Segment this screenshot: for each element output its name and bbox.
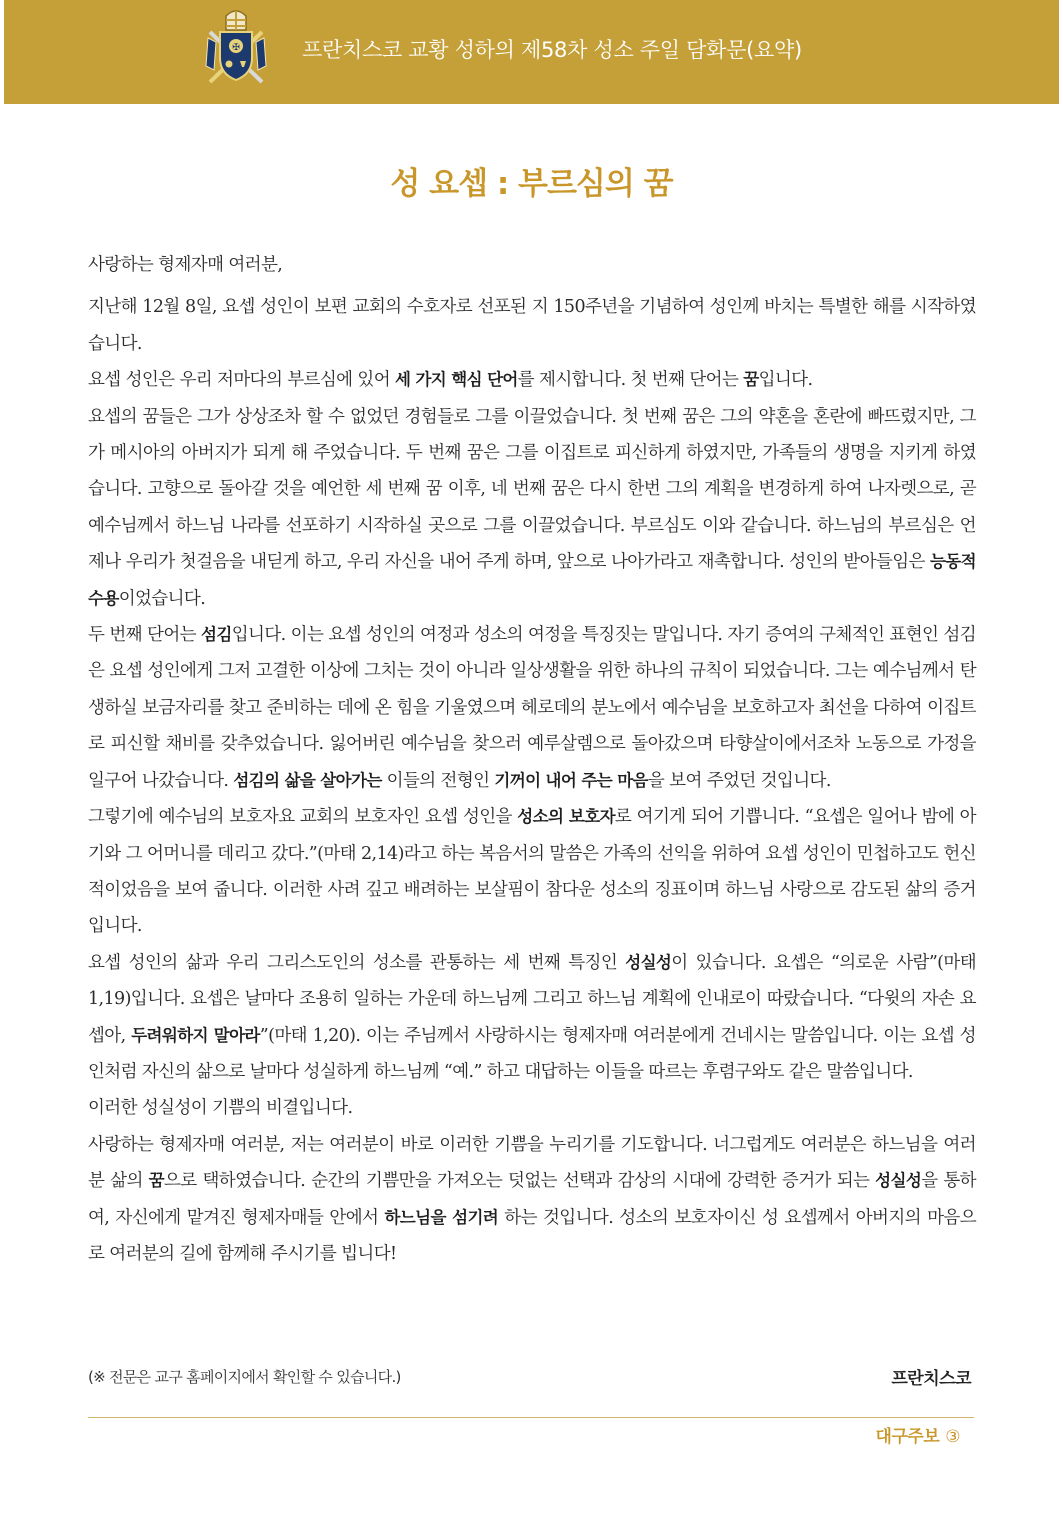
emphasis-text: 성실성 bbox=[875, 1171, 922, 1191]
text-run: 사랑하는 형제자매 여러분, 저는 여러분이 바로 이러한 기쁨을 누리기를 기도합니다. 너그럽게도 여러분은 하느님을 여러분 삶의 bbox=[88, 1134, 976, 1192]
emphasis-text: 꿈 bbox=[148, 1171, 164, 1191]
paragraph bbox=[88, 399, 976, 617]
text-run: 으로 택하였습니다. 순간의 기쁨만을 가져오는 덧없는 선택과 감상의 시대에 강력한 증거가 되는 bbox=[163, 1171, 876, 1192]
text-run: 하는 것입니다. 성소의 보호자이신 성 요셉께서 아버지의 마음으로 여러분의 길에 함께해 주시기를 빕니다! bbox=[88, 1207, 977, 1264]
paragraph bbox=[88, 1090, 976, 1126]
paragraph bbox=[88, 289, 976, 362]
text-run: 두 번째 단어는 bbox=[88, 625, 202, 646]
signature: 프란치스코 bbox=[891, 1369, 971, 1389]
emphasis-text: 꿈 bbox=[743, 370, 759, 390]
text-run: ”(마태 1,20). 이는 주님께서 사랑하시는 형제자매 여러분에게 건네시는 말씀입니다. 이는 요셉 성인처럼 자신의 삶으로 날마다 성실하게 하느님께 “예.” 하고 대답하는 이들을 따르는 후렴구와도 같은 말씀입니다. bbox=[88, 1025, 976, 1082]
paragraph bbox=[88, 799, 976, 945]
page-number: ③ bbox=[945, 1427, 960, 1447]
text-run: 을 보여 주었던 것입니다. bbox=[647, 770, 831, 791]
article-body bbox=[88, 247, 976, 1272]
footer-divider bbox=[88, 1417, 974, 1418]
paragraph bbox=[88, 247, 976, 283]
paragraph bbox=[88, 617, 976, 799]
text-run: 요셉의 꿈들은 그가 상상조차 할 수 없었던 경험들로 그를 이끌었습니다. 첫 번째 꿈은 그의 약혼을 혼란에 빠뜨렸지만, 그가 메시아의 아버지가 되게 해 주었습니다. 두 번째 꿈은 그를 이집트로 피신하게 하였지만, 가족들의 생명을 지키게 하였습니다. 고향으로 돌아갈 것을 예언한 세 번째 꿈 이후, 네 번째 꿈은 다시 한번 그의 계획을 변경하게 하여 나자렛으로, 곧 예수님께서 하느님 나라를 선포하기 시작하실 곳으로 그를 이끌었습니다. 부르심도 이와 같습니다. 하느님의 부르심은 언제나 우리가 첫걸음을 내딛게 하고, 우리 자신을 내어 주게 하며, 앞으로 나아가라고 재촉합니다. 성인의 받아들임은 bbox=[88, 406, 976, 573]
emphasis-text: 성실성 bbox=[625, 952, 672, 972]
text-run: 을 통하여, 자신에게 맡겨진 형제자매들 안에서 bbox=[88, 1171, 976, 1228]
emphasis-text: 기꺼이 내어 주는 마음 bbox=[494, 770, 648, 790]
emphasis-text: 섬김의 삶을 살아가는 bbox=[233, 770, 382, 790]
emphasis-text: 두려워하지 말아라 bbox=[131, 1025, 260, 1045]
emphasis-text: 하느님을 섬기려 bbox=[384, 1207, 499, 1227]
text-run: 이러한 성실성이 기쁨의 비결입니다. bbox=[88, 1098, 353, 1119]
header-title: 프란치스코 교황 성하의 제58차 성소 주일 담화문(요약) bbox=[302, 38, 802, 62]
text-run: 이었습니다. bbox=[118, 588, 206, 609]
text-run: 입니다. 이는 요셉 성인의 여정과 성소의 여정을 특징짓는 말입니다. 자기 증여의 구체적인 표현인 섬김은 요셉 성인에게 그저 고결한 이상에 그치는 것이 아니라 일상생활을 위한 하나의 규칙이 되었습니다. 그는 예수님께서 탄생하실 보금자리를 찾고 준비하는 데에 온 힘을 기울였으며 헤로데의 분노에서 예수님을 보호하고자 최선을 다하여 이집트로 피신할 채비를 갖추었습니다. 잃어버린 예수님을 찾으러 예루살렘으로 돌아갔으며 타향살이에서조차 노동으로 가정을 일구어 나갔습니다. bbox=[88, 625, 976, 791]
emphasis-text: 성소의 보호자 bbox=[517, 807, 615, 827]
footer-label bbox=[876, 1422, 960, 1447]
svg-text:✠: ✠ bbox=[232, 43, 240, 53]
text-run: 그렇기에 예수님의 보호자요 교회의 보호자인 요셉 성인을 bbox=[88, 807, 518, 828]
emphasis-text: 능동적 수용 bbox=[88, 552, 976, 608]
text-run: 요셉 성인은 우리 저마다의 부르심에 있어 bbox=[88, 370, 395, 391]
text-run: 입니다. bbox=[758, 370, 813, 391]
paragraph bbox=[88, 945, 976, 1091]
text-run: 이 있습니다. 요셉은 “의로운 사람”(마태 1,19)입니다. 요셉은 날마다 조용히 일하는 가운데 하느님께 그리고 하느님 계획에 인내로이 따랐습니다. “다윗의 자손 요셉아, bbox=[88, 952, 976, 1046]
page-title: 성 요셉 : 부르심의 꿈 bbox=[390, 166, 673, 202]
text-run: 로 여기게 되어 기쁩니다. “요셉은 일어나 밤에 아기와 그 어머니를 데리고 갔다.”(마태 2,14)라고 하는 복음서의 말씀은 가족의 선익을 위하여 요셉 성인이 민첩하고도 헌신적이었음을 보여 줍니다. 이러한 사려 깊고 배려하는 보살핌이 참다운 성소의 징표이며 하느님 사랑으로 감도된 삶의 증거입니다. bbox=[88, 807, 976, 937]
text-run: 지난해 12월 8일, 요셉 성인이 보편 교회의 수호자로 선포된 지 150주년을 기념하여 성인께 바치는 특별한 해를 시작하였습니다. bbox=[88, 297, 976, 354]
publication-name: 대구주보 bbox=[875, 1427, 940, 1447]
emphasis-text: 섬김 bbox=[201, 625, 232, 645]
text-run: 를 제시합니다. 첫 번째 단어는 bbox=[517, 370, 744, 391]
paragraph bbox=[88, 1127, 976, 1273]
header-bar bbox=[4, 0, 1059, 104]
papal-coat-of-arms-icon bbox=[202, 8, 270, 88]
text-run: 사랑하는 형제자매 여러분, bbox=[88, 255, 283, 275]
paragraph bbox=[88, 362, 976, 398]
text-run: 요셉 성인의 삶과 우리 그리스도인의 성소를 관통하는 세 번째 특징인 bbox=[88, 952, 626, 973]
text-run: 이들의 전형인 bbox=[381, 770, 495, 791]
footnote-text: (※ 전문은 교구 홈페이지에서 확인할 수 있습니다.) bbox=[88, 1368, 401, 1386]
emphasis-text: 세 가지 핵심 단어 bbox=[394, 370, 518, 390]
